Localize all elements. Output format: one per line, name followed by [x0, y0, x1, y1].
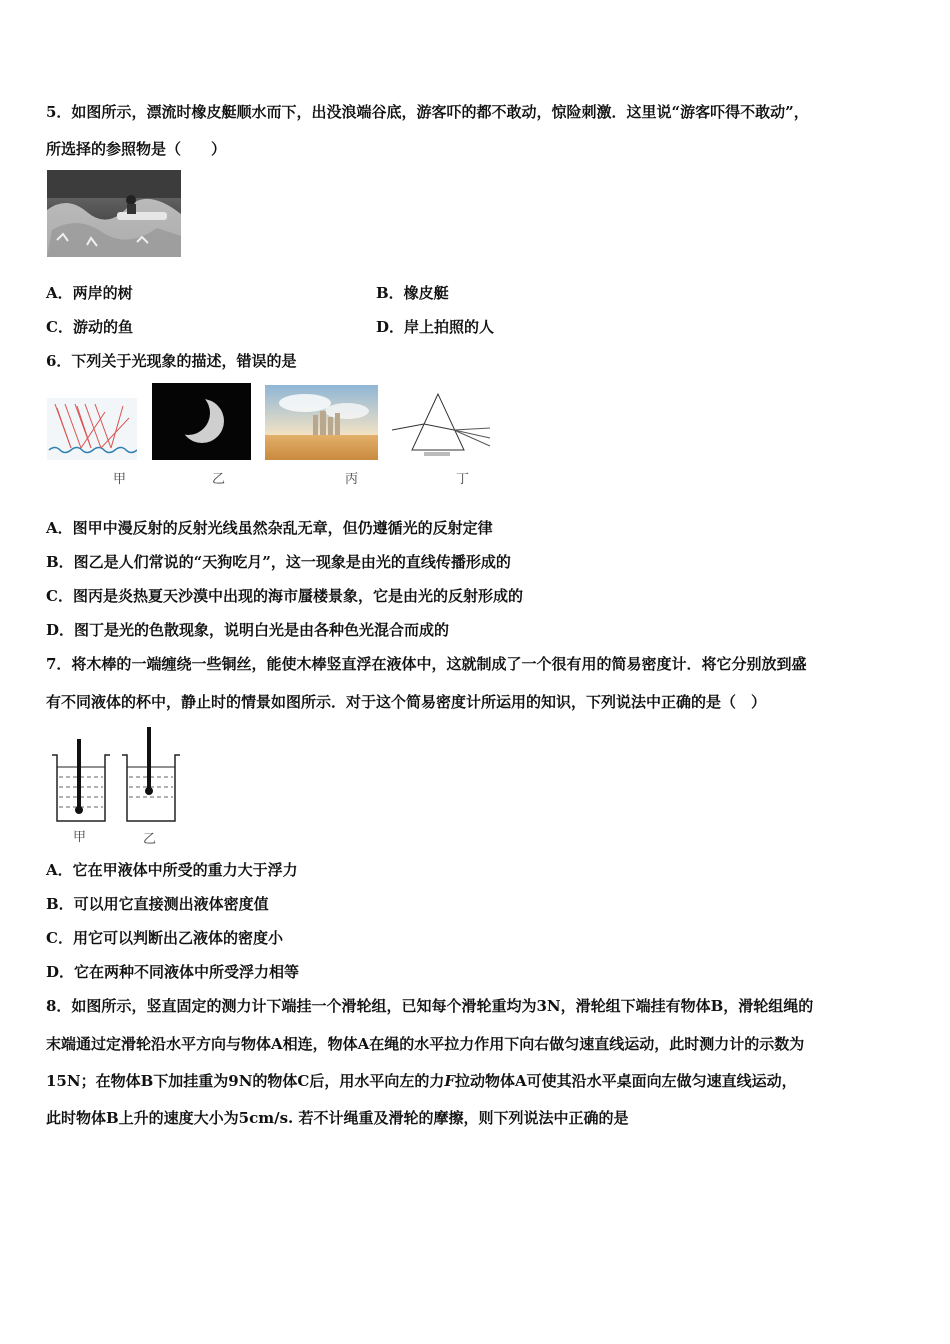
caption-bing: 丙	[345, 472, 359, 487]
diffuse-reflection-figure	[47, 398, 137, 460]
caption-beaker-yi: 乙	[143, 832, 157, 847]
q5-option-b[interactable]: B．橡皮艇	[376, 284, 449, 302]
q5-stem-line1: 5．如图所示，漂流时橡皮艇顺水而下，出没浪端谷底，游客吓的都不敢动，惊险刺激．这里说“游客吓得不敢动”，	[46, 103, 809, 121]
q6-stem: 6．下列关于光现象的描述，错误的是	[46, 352, 297, 370]
q5-stem-line2: 所选择的参照物是（ ）	[46, 140, 227, 158]
q6-option-a[interactable]: A．图甲中漫反射的反射光线虽然杂乱无章，但仍遵循光的反射定律	[46, 519, 493, 537]
q7-stem-line2: 有不同液体的杯中，静止时的情景如图所示．对于这个简易密度计所运用的知识，下列说法中正确的是（ ）	[46, 693, 767, 711]
q8-line2: 末端通过定滑轮沿水平方向与物体A相连，物体A在绳的水平拉力作用下向右做匀速直线运动，此时测力计的示数为	[46, 1035, 805, 1053]
q7-option-a[interactable]: A．它在甲液体中所受的重力大于浮力	[46, 861, 298, 879]
caption-jia: 甲	[113, 472, 127, 487]
prism-dispersion-figure	[390, 390, 496, 462]
q6-option-d[interactable]: D．图丁是光的色散现象，说明白光是由各种色光混合而成的	[46, 621, 450, 639]
q8-line3-part1: 15N；在物体B下加挂重为9N的物体C后，用水平向左的力	[46, 1072, 445, 1090]
caption-beaker-jia: 甲	[73, 830, 87, 845]
desert-mirage-figure	[265, 385, 378, 460]
q8-line1: 8．如图所示，竖直固定的测力计下端挂一个滑轮组，已知每个滑轮重均为3N，滑轮组下端挂有物体B，滑轮组绳的	[46, 997, 814, 1015]
q7-option-c[interactable]: C．用它可以判断出乙液体的密度小	[46, 929, 283, 947]
q7-stem-line1: 7．将木棒的一端缠绕一些铜丝，能使木棒竖直浮在液体中，这就制成了一个很有用的简易密度计．将它分别放到盛	[46, 655, 807, 673]
q5-option-c[interactable]: C．游动的鱼	[46, 318, 133, 336]
q7-option-b[interactable]: B．可以用它直接测出液体密度值	[46, 895, 269, 913]
q6-option-b[interactable]: B．图乙是人们常说的“天狗吃月”，这一现象是由光的直线传播形成的	[46, 553, 511, 571]
densimeter-beakers-figure	[47, 725, 197, 825]
q8-line3-part2: 拉动物体A可使其沿水平桌面向左做匀速直线运动，	[455, 1072, 797, 1090]
caption-ding: 丁	[456, 472, 470, 487]
q8-force-symbol: F	[444, 1072, 456, 1090]
q5-option-a[interactable]: A．两岸的树	[46, 284, 133, 302]
q6-option-c[interactable]: C．图丙是炎热夏天沙漠中出现的海市蜃楼景象，它是由光的反射形成的	[46, 587, 523, 605]
q8-line3	[46, 1071, 797, 1091]
caption-yi: 乙	[212, 472, 226, 487]
q8-line4: 此时物体B上升的速度大小为5cm/s. 若不计绳重及滑轮的摩擦，则下列说法中正确的是	[46, 1109, 629, 1127]
q5-option-d[interactable]: D．岸上拍照的人	[376, 318, 495, 336]
lunar-eclipse-figure	[152, 383, 251, 460]
q7-option-d[interactable]: D．它在两种不同液体中所受浮力相等	[46, 963, 300, 981]
rafting-photo	[47, 170, 181, 257]
